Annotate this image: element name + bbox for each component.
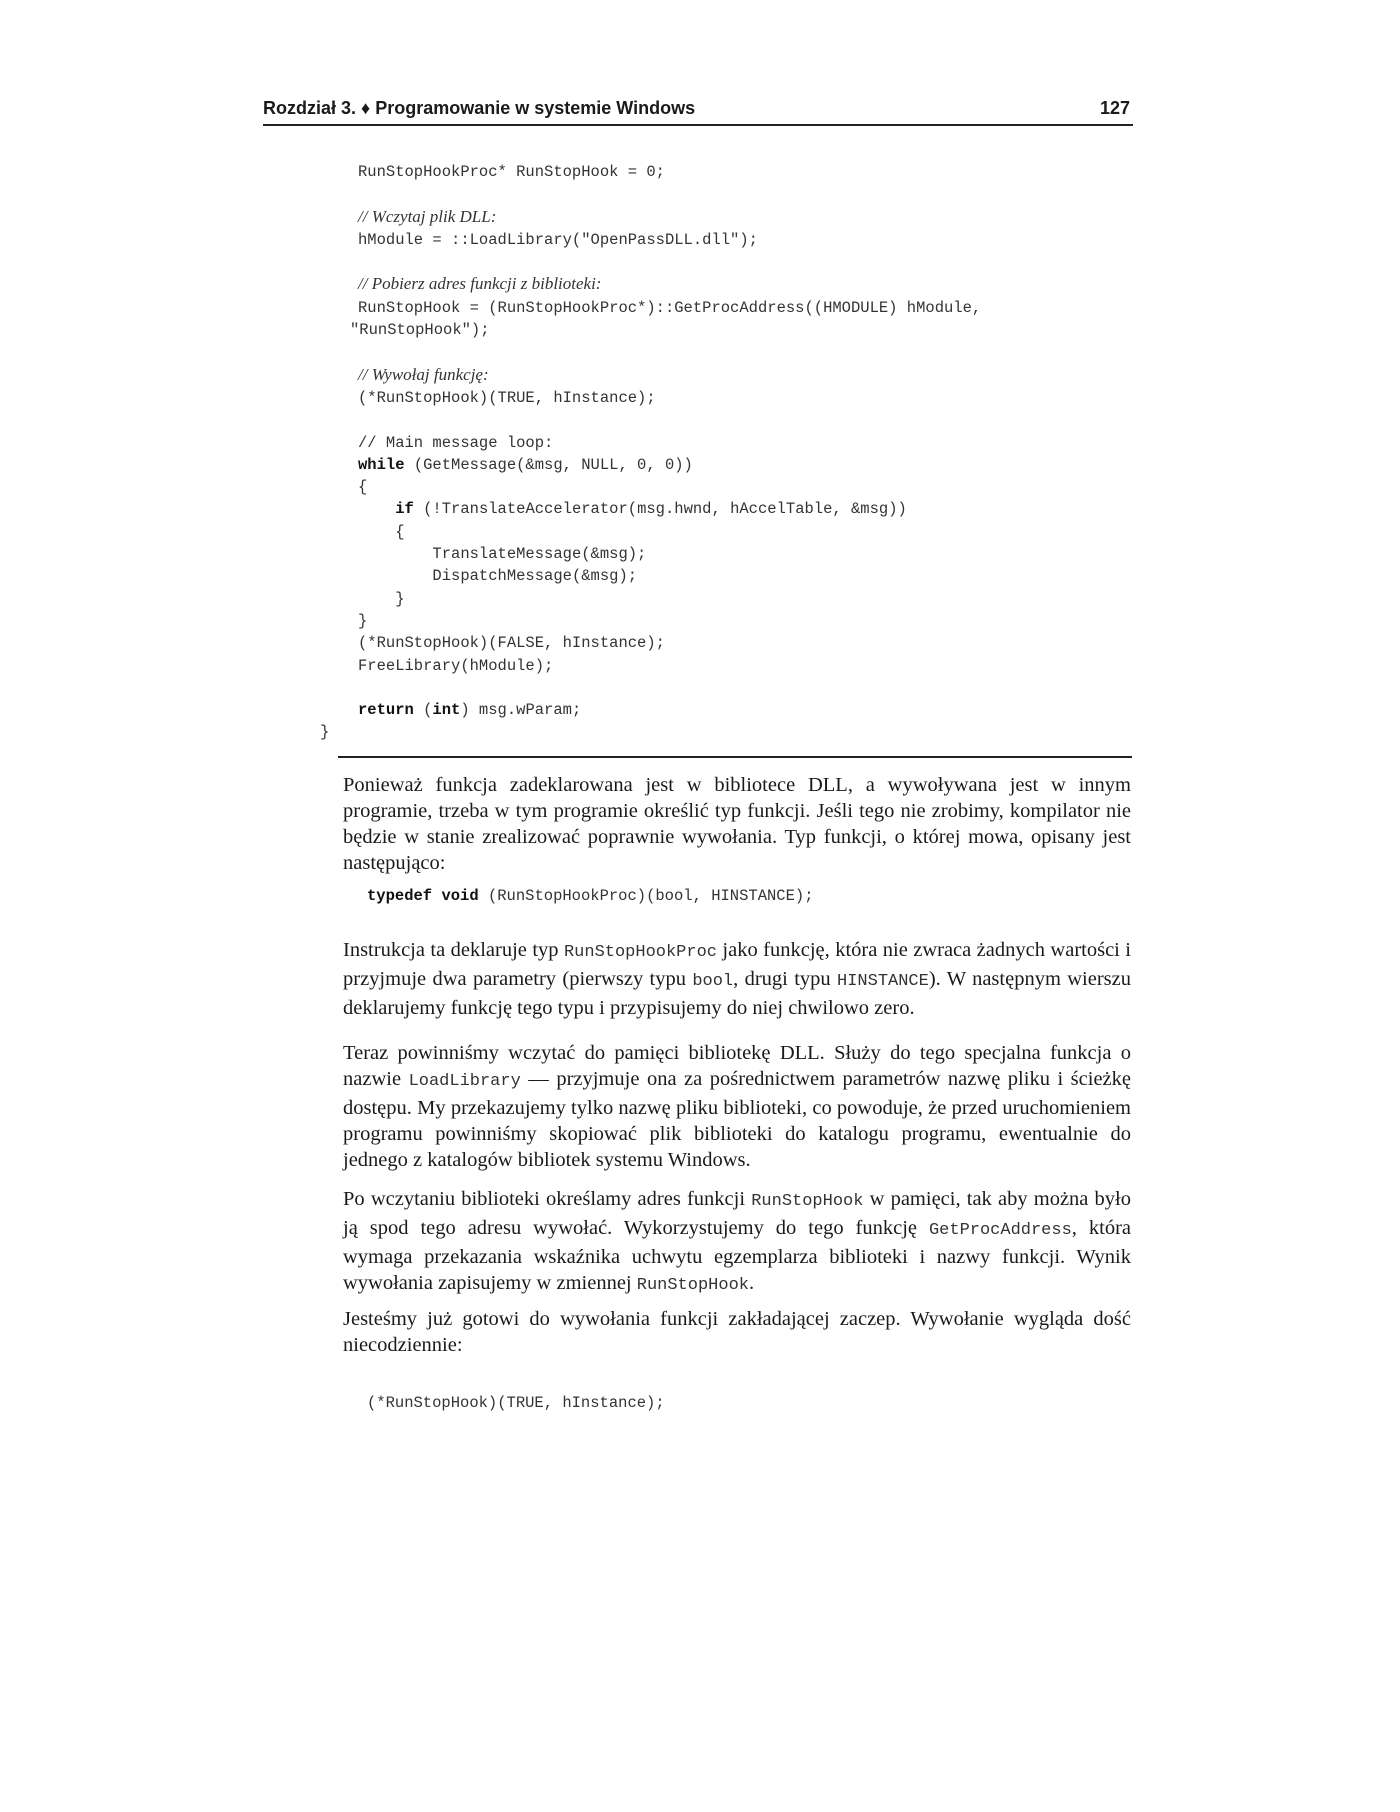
- code-keyword: void: [441, 887, 479, 905]
- inline-code: RunStopHookProc: [563, 943, 717, 962]
- running-header: [263, 96, 1133, 126]
- paragraph-3: [343, 1040, 1131, 1173]
- chapter-title: Rozdział 3. ♦ Programowanie w systemie Windows: [263, 98, 696, 118]
- listing-end-rule: [338, 756, 1132, 758]
- code-line: (RunStopHookProc)(bool, HINSTANCE);: [478, 887, 814, 905]
- paragraph-1: Ponieważ funkcja zadeklarowana jest w bibliotece DLL, a wywoływana jest w innym programie, trzeba w tym programie określić typ funkcji. Jeśli tego nie zrobimy, kompilator nie będzie w stanie zrealizować poprawnie wywołania. Typ funkcji, o której mowa, opisany jest następująco:: [343, 774, 1131, 874]
- code-line: }: [395, 589, 405, 608]
- text-run: , która wymaga przekazania wskaźnika uchwytu egzemplarza biblioteki i nazwy funkcji. Wynik wywołania zapisujemy w zmiennej: [343, 1217, 1132, 1294]
- code-comment: // Wywołaj funkcję:: [358, 364, 489, 384]
- code-line: (GetMessage(&msg, NULL, 0, 0)): [404, 455, 693, 474]
- typedef-snippet: [367, 887, 814, 905]
- code-line: DispatchMessage(&msg);: [432, 567, 638, 586]
- code-line: hModule = ::LoadLibrary("OpenPassDLL.dll");: [358, 230, 758, 249]
- text-run: Teraz powinniśmy wczytać do pamięci bibliotekę DLL. Służy do tego specjalna funkcja o nazwie: [343, 1042, 1131, 1090]
- final-code-snippet: (*RunStopHook)(TRUE, hInstance);: [367, 1394, 665, 1412]
- inline-code: GetProcAddress: [928, 1221, 1072, 1240]
- code-keyword: if: [395, 500, 414, 519]
- code-line: TranslateMessage(&msg);: [432, 545, 647, 564]
- code-keyword: return: [358, 701, 414, 720]
- inline-code: HINSTANCE: [837, 972, 929, 991]
- code-line: "RunStopHook");: [350, 321, 490, 340]
- code-comment: // Wczytaj plik DLL:: [358, 206, 497, 226]
- text-run: w pamięci, tak aby można było ją spod tego adresu wywołać. Wykorzystujemy do tego funkcję: [343, 1188, 1132, 1239]
- paragraph-5: Jesteśmy już gotowi do wywołania funkcji zakładającej zaczep. Wywołanie wygląda dość niecodziennie:: [343, 1308, 1131, 1356]
- code-line: (*RunStopHook)(TRUE, hInstance);: [358, 388, 656, 407]
- code-line: ) msg.wParam;: [460, 701, 582, 720]
- code-line: (!TranslateAccelerator(msg.hwnd, hAccelTable, &msg)): [413, 500, 907, 519]
- text-run: jako funkcję, która nie zwraca żadnych wartości i przyjmuje dwa parametry (pierwszy typu: [343, 939, 1131, 990]
- inline-code: bool: [692, 972, 734, 991]
- code-comment: // Pobierz adres funkcji z biblioteki:: [358, 274, 602, 294]
- inline-code: LoadLibrary: [408, 1072, 521, 1091]
- text-run: .: [748, 1272, 755, 1294]
- code-line: RunStopHookProc* RunStopHook = 0;: [358, 163, 665, 181]
- page-number: 127: [1099, 98, 1130, 118]
- code-closing-brace: }: [320, 723, 330, 742]
- code-keyword: int: [432, 701, 461, 720]
- code-keyword: while: [358, 455, 405, 474]
- code-line: }: [358, 611, 368, 630]
- text-run: Po wczytaniu biblioteki określamy adres funkcji: [343, 1188, 752, 1210]
- text-run: , drugi typu: [733, 968, 838, 990]
- code-comment: // Main message loop:: [358, 433, 554, 452]
- inline-code: RunStopHook: [751, 1192, 864, 1211]
- code-listing: [320, 161, 982, 744]
- code-line: RunStopHook = (RunStopHookProc*)::GetProcAddress((HMODULE) hModule,: [358, 298, 982, 317]
- code-line: {: [358, 478, 368, 497]
- code-keyword: typedef: [367, 887, 433, 905]
- paragraph-2: [343, 937, 1131, 1021]
- code-line: {: [395, 522, 405, 541]
- paragraph-4: [343, 1186, 1131, 1299]
- code-line: (: [413, 701, 433, 720]
- code-line: FreeLibrary(hModule);: [358, 656, 554, 675]
- text-run: Instrukcja ta deklaruje typ: [343, 939, 564, 961]
- code-line: (*RunStopHook)(FALSE, hInstance);: [358, 634, 665, 653]
- text-run: — przyjmuje ona za pośrednictwem parametrów nazwę pliku i ścieżkę dostępu. My przekazujemy tylko nazwę pliku biblioteki, co powoduje, że przed uruchomieniem programu powinniśmy skopiować plik biblioteki do katalogu programu, ewentualnie do jednego z katalogów bibliotek systemu Windows.: [343, 1068, 1131, 1171]
- text-run: ). W następnym wierszu deklarujemy funkcję tego typu i przypisujemy do niej chwilowo zero.: [343, 968, 1131, 1019]
- inline-code: RunStopHook: [636, 1276, 749, 1295]
